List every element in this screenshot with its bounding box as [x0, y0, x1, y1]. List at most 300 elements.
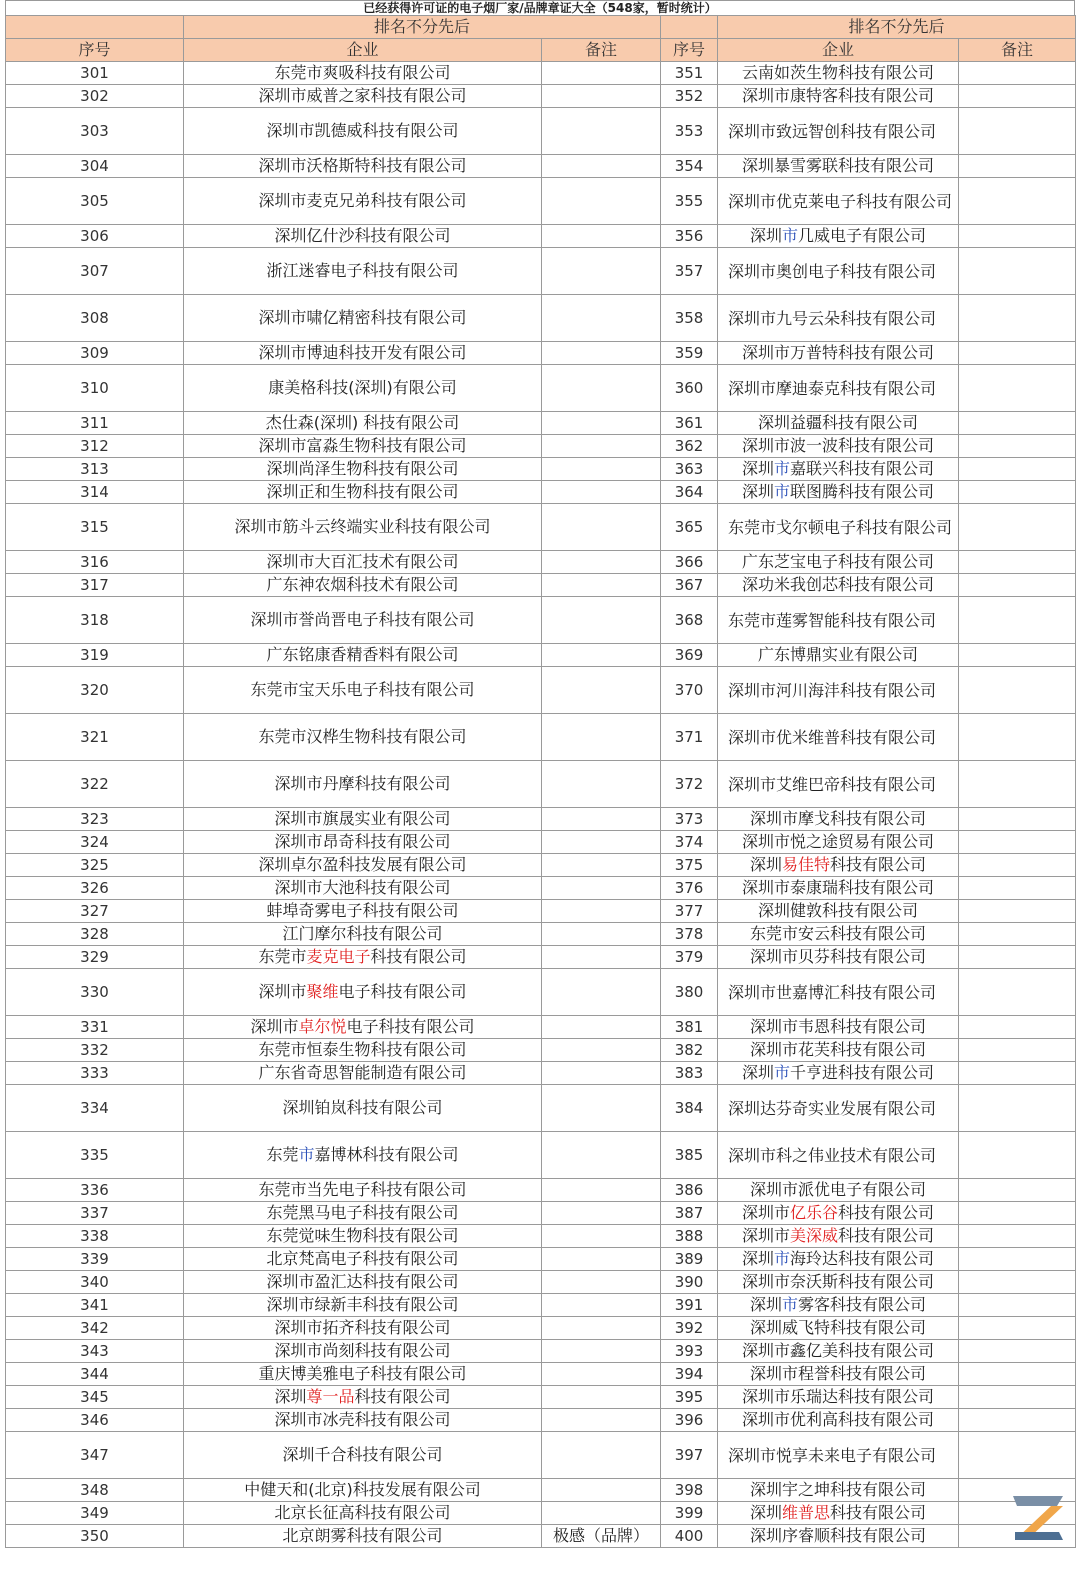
row-number: 308 — [6, 295, 184, 342]
company-name: 深圳市优米维普科技有限公司 — [718, 714, 959, 761]
company-name: 深圳市摩迪泰克科技有限公司 — [718, 365, 959, 412]
note-cell — [959, 1432, 1076, 1479]
company-name: 深圳市啸亿精密科技有限公司 — [184, 295, 542, 342]
highlight-blue-text: 市 — [774, 1249, 791, 1268]
row-number: 397 — [661, 1432, 718, 1479]
note-cell — [959, 85, 1076, 108]
row-number: 344 — [6, 1363, 184, 1386]
note-cell — [542, 1039, 661, 1062]
row-number: 374 — [661, 831, 718, 854]
row-number: 380 — [661, 969, 718, 1016]
note-cell — [542, 667, 661, 714]
company-name: 深圳市艾维巴帝科技有限公司 — [718, 761, 959, 808]
company-name: 深圳市河川海沣科技有限公司 — [718, 667, 959, 714]
highlight-blue-text: 市 — [782, 1295, 799, 1314]
table-row — [6, 1479, 1076, 1502]
col-header-no-right: 序号 — [661, 39, 718, 62]
row-number: 396 — [661, 1409, 718, 1432]
company-name: 深圳市科之伟业技术有限公司 — [718, 1132, 959, 1179]
company-name: 深圳市致远智创科技有限公司 — [718, 108, 959, 155]
table-row — [6, 342, 1076, 365]
note-cell — [542, 365, 661, 412]
note-cell — [959, 667, 1076, 714]
row-number: 338 — [6, 1225, 184, 1248]
row-number: 394 — [661, 1363, 718, 1386]
company-name: 深圳市奥创电子科技有限公司 — [718, 248, 959, 295]
row-number: 351 — [661, 62, 718, 85]
note-cell — [959, 1039, 1076, 1062]
company-name: 深圳尚泽生物科技有限公司 — [184, 458, 542, 481]
table-row — [6, 761, 1076, 808]
company-name-part: 深圳市 — [258, 982, 307, 1001]
table-row — [6, 1363, 1076, 1386]
note-cell — [542, 574, 661, 597]
company-name: 深圳市鑫亿美科技有限公司 — [718, 1340, 959, 1363]
highlight-blue-text: 市 — [298, 1145, 315, 1164]
company-name: 深圳市韦恩科技有限公司 — [718, 1016, 959, 1039]
company-name: 东莞市当先电子科技有限公司 — [184, 1179, 542, 1202]
row-number: 302 — [6, 85, 184, 108]
table-row — [6, 808, 1076, 831]
company-name — [184, 1132, 542, 1179]
table-row — [6, 1179, 1076, 1202]
row-number: 346 — [6, 1409, 184, 1432]
row-number: 305 — [6, 178, 184, 225]
row-number: 312 — [6, 435, 184, 458]
row-number: 304 — [6, 155, 184, 178]
company-name: 东莞市宝天乐电子科技有限公司 — [184, 667, 542, 714]
note-cell — [959, 644, 1076, 667]
row-number: 360 — [661, 365, 718, 412]
table-row — [6, 1432, 1076, 1479]
note-cell — [959, 877, 1076, 900]
company-name-part: 东莞市 — [258, 947, 307, 966]
company-name — [718, 1225, 959, 1248]
row-number: 373 — [661, 808, 718, 831]
row-number: 306 — [6, 225, 184, 248]
row-number: 353 — [661, 108, 718, 155]
table-row — [6, 458, 1076, 481]
table-row — [6, 295, 1076, 342]
note-cell — [959, 761, 1076, 808]
table-row — [6, 644, 1076, 667]
company-name: 东莞市安云科技有限公司 — [718, 923, 959, 946]
company-name: 广东铭康香精香料有限公司 — [184, 644, 542, 667]
row-number: 393 — [661, 1340, 718, 1363]
row-number: 364 — [661, 481, 718, 504]
table-row — [6, 1062, 1076, 1085]
note-cell — [959, 1248, 1076, 1271]
table-row — [6, 1271, 1076, 1294]
note-cell — [542, 295, 661, 342]
row-number: 319 — [6, 644, 184, 667]
company-name: 中健天和(北京)科技发展有限公司 — [184, 1479, 542, 1502]
note-cell — [542, 1271, 661, 1294]
row-number: 322 — [6, 761, 184, 808]
note-cell — [542, 504, 661, 551]
company-name: 东莞市爽吸科技有限公司 — [184, 62, 542, 85]
company-name: 深圳市尚刻科技有限公司 — [184, 1340, 542, 1363]
table-row — [6, 667, 1076, 714]
company-name: 东莞市莲雾智能科技有限公司 — [718, 597, 959, 644]
company-name-part: 深圳市 — [250, 1017, 299, 1036]
company-name — [718, 854, 959, 877]
note-cell — [542, 248, 661, 295]
highlight-brand-text: 卓尔悦 — [298, 1017, 347, 1036]
note-cell — [959, 854, 1076, 877]
row-number: 366 — [661, 551, 718, 574]
row-number: 324 — [6, 831, 184, 854]
col-header-note-right: 备注 — [959, 39, 1076, 62]
note-cell — [542, 969, 661, 1016]
note-cell — [959, 248, 1076, 295]
row-number: 388 — [661, 1225, 718, 1248]
note-cell — [542, 831, 661, 854]
note-cell — [542, 1363, 661, 1386]
row-number: 335 — [6, 1132, 184, 1179]
note-cell — [542, 435, 661, 458]
row-number: 341 — [6, 1294, 184, 1317]
table-row — [6, 1225, 1076, 1248]
row-number: 314 — [6, 481, 184, 504]
note-cell — [959, 574, 1076, 597]
row-number: 354 — [661, 155, 718, 178]
row-number: 371 — [661, 714, 718, 761]
table-row — [6, 108, 1076, 155]
table-row — [6, 225, 1076, 248]
company-name: 深圳市波一波科技有限公司 — [718, 435, 959, 458]
company-name-part: 科技有限公司 — [838, 1226, 935, 1245]
note-cell — [959, 108, 1076, 155]
company-name — [718, 1248, 959, 1271]
row-number: 343 — [6, 1340, 184, 1363]
note-cell — [959, 295, 1076, 342]
row-number: 370 — [661, 667, 718, 714]
company-name — [718, 1294, 959, 1317]
note-cell — [542, 1016, 661, 1039]
table-row — [6, 504, 1076, 551]
table-row — [6, 481, 1076, 504]
company-name: 深圳市誉尚晋电子科技有限公司 — [184, 597, 542, 644]
row-number: 379 — [661, 946, 718, 969]
note-cell — [959, 1317, 1076, 1340]
row-number: 375 — [661, 854, 718, 877]
row-number: 368 — [661, 597, 718, 644]
note-cell — [959, 1409, 1076, 1432]
note-cell — [542, 1340, 661, 1363]
row-number: 325 — [6, 854, 184, 877]
col-header-company-right: 企业 — [718, 39, 959, 62]
row-number: 400 — [661, 1525, 718, 1548]
company-name: 深圳市丹摩科技有限公司 — [184, 761, 542, 808]
row-number: 321 — [6, 714, 184, 761]
table-row — [6, 831, 1076, 854]
company-name: 深圳市悦之途贸易有限公司 — [718, 831, 959, 854]
company-name-part: 深圳市 — [741, 1226, 790, 1245]
note-cell — [542, 1502, 661, 1525]
company-name-part: 深圳 — [749, 226, 782, 245]
company-name: 深圳健敦科技有限公司 — [718, 900, 959, 923]
table-row — [6, 365, 1076, 412]
note-cell — [959, 1363, 1076, 1386]
note-cell — [959, 155, 1076, 178]
company-name: 深圳千合科技有限公司 — [184, 1432, 542, 1479]
company-name: 东莞觉味生物科技有限公司 — [184, 1225, 542, 1248]
row-number: 336 — [6, 1179, 184, 1202]
company-name: 深圳市九号云朵科技有限公司 — [718, 295, 959, 342]
company-name-part: 电子科技有限公司 — [346, 1017, 475, 1036]
row-number: 350 — [6, 1525, 184, 1548]
watermark-logo-icon — [1007, 1490, 1069, 1546]
company-name: 深圳达芬奇实业发展有限公司 — [718, 1085, 959, 1132]
row-number: 345 — [6, 1386, 184, 1409]
table-row — [6, 1039, 1076, 1062]
company-name — [184, 969, 542, 1016]
row-number: 387 — [661, 1202, 718, 1225]
company-name: 深圳暴雪雾联科技有限公司 — [718, 155, 959, 178]
company-name: 深圳序睿顺科技有限公司 — [718, 1525, 959, 1548]
note-cell — [542, 551, 661, 574]
note-cell — [542, 225, 661, 248]
note-cell — [542, 1225, 661, 1248]
row-number: 381 — [661, 1016, 718, 1039]
company-name-part: 嘉联兴科技有限公司 — [790, 459, 935, 478]
company-name-part: 雾客科技有限公司 — [798, 1295, 927, 1314]
company-name: 广东芝宝电子科技有限公司 — [718, 551, 959, 574]
row-number: 323 — [6, 808, 184, 831]
company-name: 杰仕森(深圳) 科技有限公司 — [184, 412, 542, 435]
highlight-blue-text: 市 — [774, 1063, 791, 1082]
company-name: 广东省奇思智能制造有限公司 — [184, 1062, 542, 1085]
company-name: 深圳市沃格斯特科技有限公司 — [184, 155, 542, 178]
row-number: 318 — [6, 597, 184, 644]
highlight-blue-text: 市 — [774, 482, 791, 501]
company-name: 江门摩尔科技有限公司 — [184, 923, 542, 946]
company-name: 深圳宇之坤科技有限公司 — [718, 1479, 959, 1502]
note-cell — [542, 644, 661, 667]
company-name: 深圳市奈沃斯科技有限公司 — [718, 1271, 959, 1294]
row-number: 357 — [661, 248, 718, 295]
company-name: 深圳市筋斗云终端实业科技有限公司 — [184, 504, 542, 551]
highlight-brand-text: 麦克电子 — [306, 947, 371, 966]
company-name — [184, 1016, 542, 1039]
row-number: 326 — [6, 877, 184, 900]
company-name: 深圳益疆科技有限公司 — [718, 412, 959, 435]
row-number: 332 — [6, 1039, 184, 1062]
col-header-no-left: 序号 — [6, 39, 184, 62]
row-number: 356 — [661, 225, 718, 248]
note-cell — [542, 1432, 661, 1479]
company-name — [718, 1202, 959, 1225]
note-cell — [959, 1271, 1076, 1294]
company-name: 深圳市大百汇技术有限公司 — [184, 551, 542, 574]
company-name-part: 深圳 — [741, 459, 774, 478]
row-number: 378 — [661, 923, 718, 946]
company-name: 深圳市富淼生物科技有限公司 — [184, 435, 542, 458]
table-row — [6, 178, 1076, 225]
row-number: 383 — [661, 1062, 718, 1085]
row-number: 315 — [6, 504, 184, 551]
note-cell — [959, 808, 1076, 831]
note-cell — [959, 458, 1076, 481]
note-cell: 极感（品牌） — [542, 1525, 661, 1548]
company-name-part: 科技有限公司 — [354, 1387, 451, 1406]
row-number: 367 — [661, 574, 718, 597]
table-row — [6, 900, 1076, 923]
table-row — [6, 551, 1076, 574]
row-number: 342 — [6, 1317, 184, 1340]
note-cell — [959, 481, 1076, 504]
highlight-brand-text: 尊一品 — [306, 1387, 355, 1406]
note-cell — [959, 1202, 1076, 1225]
table-row — [6, 1525, 1076, 1548]
note-cell — [959, 551, 1076, 574]
note-cell — [542, 597, 661, 644]
note-cell — [542, 1248, 661, 1271]
company-name: 深圳市博迪科技开发有限公司 — [184, 342, 542, 365]
company-name — [718, 481, 959, 504]
row-number: 334 — [6, 1085, 184, 1132]
company-name: 深圳市贝芬科技有限公司 — [718, 946, 959, 969]
company-name — [184, 1386, 542, 1409]
table-row — [6, 1132, 1076, 1179]
table-row — [6, 155, 1076, 178]
row-number: 328 — [6, 923, 184, 946]
note-cell — [959, 1294, 1076, 1317]
company-name: 深圳市冰壳科技有限公司 — [184, 1409, 542, 1432]
row-number: 333 — [6, 1062, 184, 1085]
row-number: 377 — [661, 900, 718, 923]
company-name-part: 几威电子有限公司 — [798, 226, 927, 245]
note-cell — [542, 1179, 661, 1202]
note-cell — [959, 1340, 1076, 1363]
row-number: 355 — [661, 178, 718, 225]
company-name: 深圳市威普之家科技有限公司 — [184, 85, 542, 108]
company-name-part: 深圳 — [741, 1249, 774, 1268]
table-row — [6, 854, 1076, 877]
note-cell — [542, 1294, 661, 1317]
note-cell — [542, 1062, 661, 1085]
highlight-blue-text: 市 — [782, 226, 799, 245]
note-cell — [542, 900, 661, 923]
note-cell — [959, 225, 1076, 248]
note-cell — [959, 900, 1076, 923]
company-name: 深圳正和生物科技有限公司 — [184, 481, 542, 504]
row-number: 317 — [6, 574, 184, 597]
row-number: 362 — [661, 435, 718, 458]
company-name: 深圳市大池科技有限公司 — [184, 877, 542, 900]
table-row — [6, 62, 1076, 85]
col-header-company-left: 企业 — [184, 39, 542, 62]
company-name: 蚌埠奇雾电子科技有限公司 — [184, 900, 542, 923]
table-row — [6, 597, 1076, 644]
table-row — [6, 1085, 1076, 1132]
company-name: 深圳市盈汇达科技有限公司 — [184, 1271, 542, 1294]
note-cell — [959, 1132, 1076, 1179]
note-cell — [959, 62, 1076, 85]
company-name-part: 千亨进科技有限公司 — [790, 1063, 935, 1082]
row-number: 347 — [6, 1432, 184, 1479]
company-name: 东莞市汉桦生物科技有限公司 — [184, 714, 542, 761]
row-number: 327 — [6, 900, 184, 923]
row-number: 391 — [661, 1294, 718, 1317]
company-name — [184, 946, 542, 969]
note-cell — [542, 923, 661, 946]
note-cell — [542, 85, 661, 108]
note-cell — [542, 108, 661, 155]
company-name: 深圳卓尔盈科技发展有限公司 — [184, 854, 542, 877]
note-cell — [542, 1132, 661, 1179]
highlight-blue-text: 市 — [774, 459, 791, 478]
table-row — [6, 1409, 1076, 1432]
highlight-brand-text: 易佳特 — [782, 855, 831, 874]
company-name: 深圳市乐瑞达科技有限公司 — [718, 1386, 959, 1409]
row-number: 369 — [661, 644, 718, 667]
row-number: 310 — [6, 365, 184, 412]
company-name: 浙江迷睿电子科技有限公司 — [184, 248, 542, 295]
company-name-part: 嘉博林科技有限公司 — [314, 1145, 459, 1164]
company-name: 深圳市拓齐科技有限公司 — [184, 1317, 542, 1340]
company-name: 深圳市绿新丰科技有限公司 — [184, 1294, 542, 1317]
row-number: 361 — [661, 412, 718, 435]
company-name: 北京长征高科技有限公司 — [184, 1502, 542, 1525]
company-name: 深圳市优克莱电子科技有限公司 — [718, 178, 959, 225]
company-name — [718, 225, 959, 248]
table-row — [6, 85, 1076, 108]
row-number: 339 — [6, 1248, 184, 1271]
row-number: 395 — [661, 1386, 718, 1409]
note-cell — [959, 1062, 1076, 1085]
company-name-part: 深圳市 — [741, 1203, 790, 1222]
note-cell — [959, 342, 1076, 365]
note-cell — [959, 178, 1076, 225]
note-cell — [959, 1386, 1076, 1409]
company-name: 深圳市花芙科技有限公司 — [718, 1039, 959, 1062]
note-cell — [959, 412, 1076, 435]
company-name: 深圳市凯德威科技有限公司 — [184, 108, 542, 155]
note-cell — [542, 342, 661, 365]
company-name: 深圳亿什沙科技有限公司 — [184, 225, 542, 248]
company-name-part: 海玲达科技有限公司 — [790, 1249, 935, 1268]
row-number: 359 — [661, 342, 718, 365]
group-label-left: 排名不分先后 — [184, 16, 661, 39]
note-cell — [542, 1085, 661, 1132]
note-cell — [542, 458, 661, 481]
table-row — [6, 248, 1076, 295]
note-cell — [959, 946, 1076, 969]
row-number: 390 — [661, 1271, 718, 1294]
note-cell — [959, 597, 1076, 644]
note-cell — [542, 808, 661, 831]
company-name: 康美格科技(深圳)有限公司 — [184, 365, 542, 412]
company-name: 北京朗雾科技有限公司 — [184, 1525, 542, 1548]
row-number: 398 — [661, 1479, 718, 1502]
company-name: 东莞市戈尔顿电子科技有限公司 — [718, 504, 959, 551]
row-number: 303 — [6, 108, 184, 155]
company-name: 广东博鼎实业有限公司 — [718, 644, 959, 667]
highlight-brand-text: 聚维 — [306, 982, 339, 1001]
note-cell — [959, 365, 1076, 412]
company-name: 北京梵高电子科技有限公司 — [184, 1248, 542, 1271]
note-cell — [542, 481, 661, 504]
company-name — [718, 1062, 959, 1085]
row-number: 352 — [661, 85, 718, 108]
row-number: 309 — [6, 342, 184, 365]
company-name-part: 深圳 — [741, 1063, 774, 1082]
company-name: 东莞黑马电子科技有限公司 — [184, 1202, 542, 1225]
note-cell — [959, 1225, 1076, 1248]
row-number: 301 — [6, 62, 184, 85]
